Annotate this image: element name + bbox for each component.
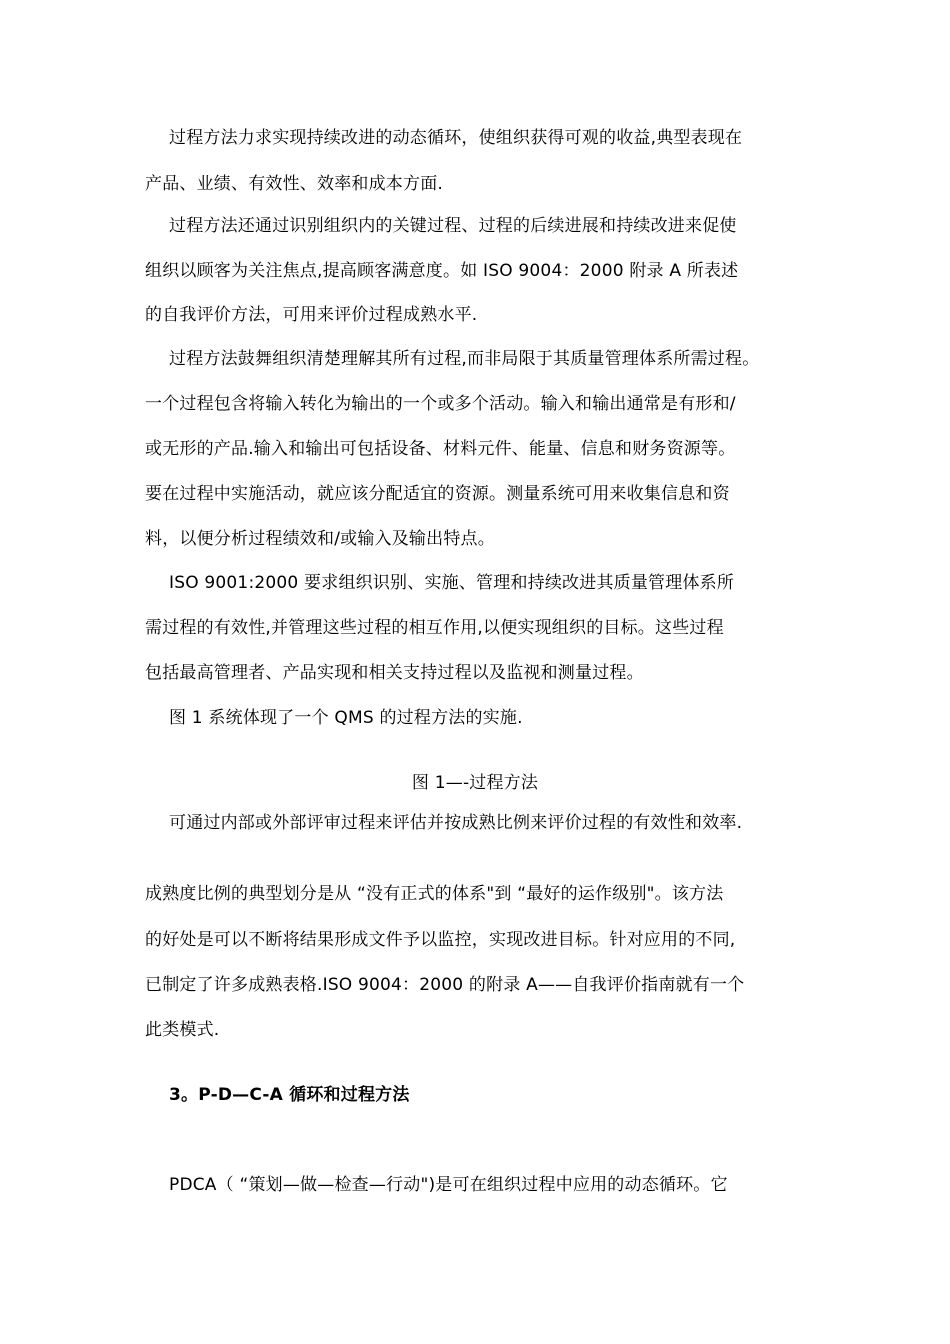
figure-caption: 图 1—-过程方法 (411, 773, 539, 793)
paragraph-3-line-1: 过程方法鼓舞组织清楚理解其所有过程,而非局限于其质量管理体系所需过程。 (169, 349, 760, 369)
paragraph-6-line-2: 成熟度比例的典型划分是从 “没有正式的体系"到 “最好的运作级别"。该方法 (145, 884, 724, 904)
paragraph-3-line-5: 料，以便分析过程绩效和/或输入及输出特点。 (145, 529, 495, 549)
paragraph-1-line-1: 过程方法力求实现持续改进的动态循环，使组织获得可观的收益,典型表现在 (169, 128, 743, 148)
paragraph-6-line-3: 的好处是可以不断将结果形成文件予以监控，实现改进目标。针对应用的不同, (145, 930, 736, 950)
paragraph-6-line-1: 可通过内部或外部评审过程来评估并按成熟比例来评价过程的有效性和效率. (169, 813, 743, 833)
paragraph-3-line-4: 要在过程中实施活动，就应该分配适宜的资源。测量系统可用来收集信息和资 (145, 484, 730, 504)
paragraph-7: PDCA（ “策划—做—检查—行动")是可在组织过程中应用的动态循环。它 (169, 1175, 728, 1195)
paragraph-2-line-1: 过程方法还通过识别组织内的关键过程、过程的后续进展和持续改进来促使 (169, 216, 737, 236)
paragraph-6-line-4: 已制定了许多成熟表格.ISO 9004：2000 的附录 A——自我评价指南就有一个 (145, 975, 745, 995)
section-heading: 3。P-D—C-A 循环和过程方法 (169, 1085, 410, 1105)
paragraph-1-line-2: 产品、业绩、有效性、效率和成本方面. (145, 174, 444, 194)
paragraph-4-line-3: 包括最高管理者、产品实现和相关支持过程以及监视和测量过程。 (145, 663, 644, 683)
paragraph-6-line-5: 此类模式. (145, 1020, 220, 1040)
paragraph-4-line-2: 需过程的有效性,并管理这些过程的相互作用,以便实现组织的目标。这些过程 (145, 618, 724, 638)
paragraph-3-line-3: 或无形的产品.输入和输出可包括设备、材料元件、能量、信息和财务资源等。 (145, 439, 736, 459)
paragraph-2-line-2: 组织以顾客为关注焦点,提高顾客满意度。如 ISO 9004：2000 附录 A 所表述 (145, 261, 739, 281)
paragraph-5: 图 1 系统体现了一个 QMS 的过程方法的实施. (169, 708, 523, 728)
paragraph-2-line-3: 的自我评价方法，可用来评价过程成熟水平. (145, 305, 478, 325)
paragraph-4-line-1: ISO 9001:2000 要求组织识别、实施、管理和持续改进其质量管理体系所 (169, 573, 735, 593)
paragraph-3-line-2: 一个过程包含将输入转化为输出的一个或多个活动。输入和输出通常是有形和/ (145, 394, 736, 414)
